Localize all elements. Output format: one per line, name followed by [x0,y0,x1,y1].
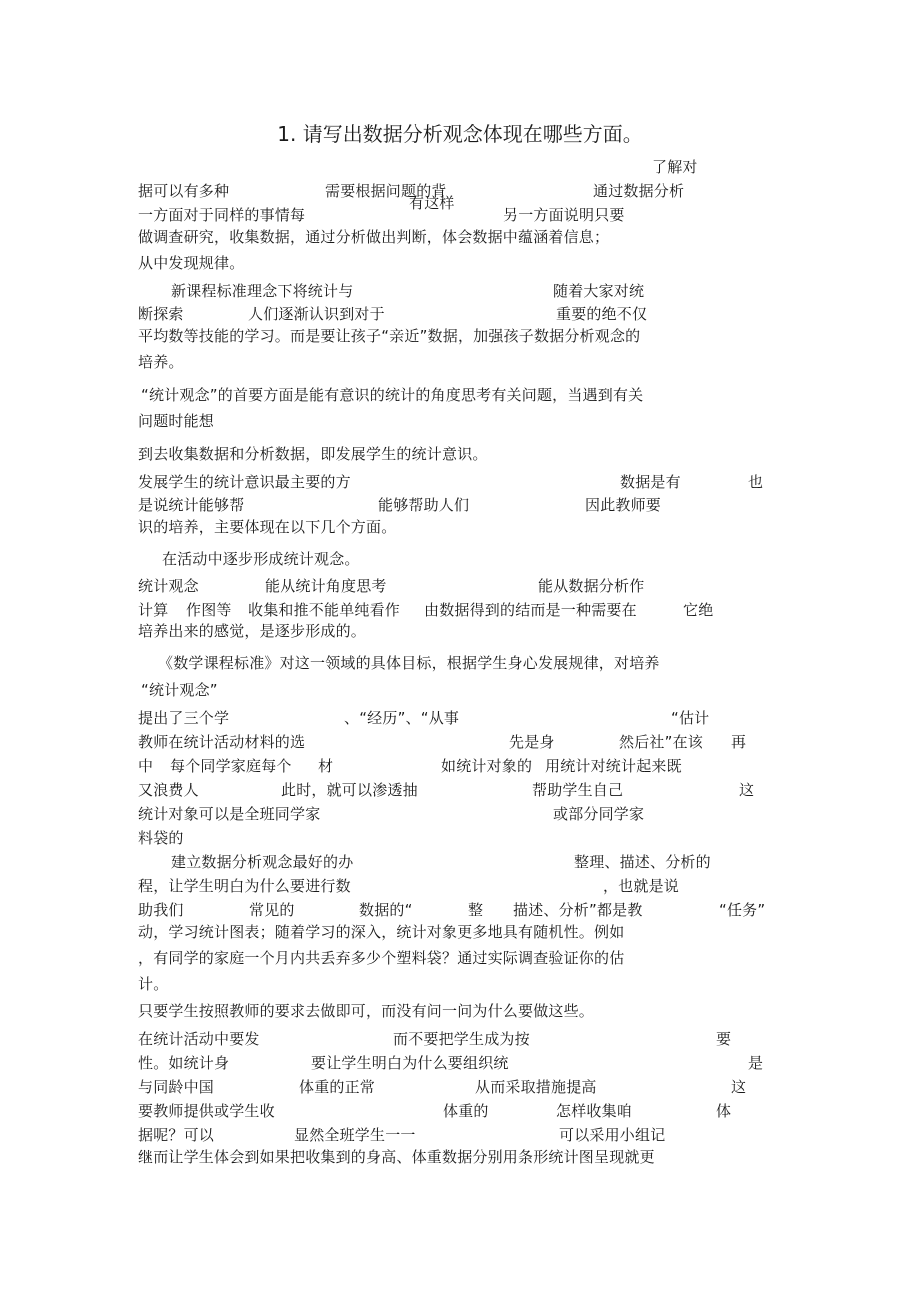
text-fragment: 如统计对象的 [441,757,533,775]
text-fragment: 用统计对统计起来既 [545,757,682,775]
text-fragment: 要 [716,1030,732,1048]
text-fragment: 能够帮助人们 [378,496,470,514]
text-fragment: 这 [739,781,755,799]
text-fragment: 从中发现规律。 [138,254,245,272]
text-fragment: 需要根据问题的背 [325,182,447,200]
question-title: 1. 请写出数据分析观念体现在哪些方面。 [277,122,643,146]
text-fragment: 培养。 [138,353,184,371]
text-fragment: 中 [138,757,154,775]
text-fragment: 先是身 [509,733,555,751]
text-fragment: 建立数据分析观念最好的办 [171,853,354,871]
text-fragment: ，有同学的家庭一个月内共丢弃多少个塑料袋？通过实际调查验证你的估 [138,949,625,967]
text-fragment: 一方面对于同样的事情每 [138,206,306,224]
text-fragment: 整理、描述、分析的 [574,853,711,871]
text-fragment: 重要的绝不仅 [556,305,648,323]
text-fragment: 再 [731,733,747,751]
text-fragment: 怎样收集咱 [556,1102,633,1120]
text-fragment: 体重的正常 [299,1078,376,1096]
text-fragment: 然后社”在该 [619,733,703,751]
text-fragment: 提出了三个学 [138,709,230,727]
text-fragment: 继而让学生体会到如果把收集到的身高、体重数据分别用条形统计图呈现就更 [138,1148,655,1166]
text-fragment: 据呢？可以 [138,1126,215,1144]
text-fragment: 助我们 [138,901,184,919]
text-fragment: 能从数据分析作 [538,577,645,595]
text-fragment: 只要学生按照教师的要求去做即可，而没有问一问为什么要做这些。 [138,1002,595,1020]
text-fragment: 平均数等技能的学习。而是要让孩子“亲近”数据，加强孩子数据分析观念的 [138,327,641,345]
text-fragment: “任务” [719,901,766,919]
text-fragment: 与同龄中国 [138,1078,215,1096]
text-fragment: 在统计活动中要发 [138,1030,260,1048]
text-fragment: 数据的“ [359,901,413,919]
text-fragment: 问题时能想 [138,412,215,430]
text-fragment: 这 [731,1078,747,1096]
text-fragment: 统计对象可以是全班同学家 [138,805,321,823]
text-fragment: 发展学生的统计意识最主要的方 [138,473,351,491]
text-fragment: 是说统计能够帮 [138,496,245,514]
text-fragment: 从而采取措施提高 [475,1078,597,1096]
text-fragment: 教师在统计活动材料的选 [138,733,306,751]
text-fragment: 《数学课程标准》对这一领域的具体目标，根据学生身心发展规律，对培养 [158,654,660,672]
text-fragment: 而不要把学生成为按 [393,1030,530,1048]
text-fragment: 也 [748,473,764,491]
text-fragment: 由数据得到的结而是一种需要在 [424,601,637,619]
text-fragment: 可以采用小组记 [559,1126,666,1144]
text-fragment: 材 [318,757,334,775]
text-fragment: 据可以有多种 [138,182,230,200]
text-fragment: 人们逐渐认识到对于 [248,305,385,323]
text-fragment: 做调查研究，收集数据，通过分析做出判断，体会数据中蕴涵着信息； [138,228,610,246]
text-fragment: 识的培养，主要体现在以下几个方面。 [138,518,397,536]
text-fragment: 动，学习统计图表；随着学习的深入，统计对象更多地具有随机性。例如 [138,923,625,941]
text-fragment: 作图等 [186,601,232,619]
text-fragment: “估计 [671,709,710,727]
text-fragment: 新课程标准理念下将统计与 [171,282,354,300]
text-fragment: 通过数据分析 [593,182,685,200]
text-fragment: 或部分同学家 [553,805,645,823]
text-fragment: 随着大家对统 [553,282,645,300]
text-fragment: 计。 [138,975,169,993]
text-fragment: 料袋的 [138,829,184,847]
text-fragment: 整 [468,901,484,919]
text-fragment: 程，让学生明白为什么要进行数 [138,877,351,895]
text-fragment: 此时，就可以渗透抽 [281,781,418,799]
text-fragment: 数据是有 [620,473,681,491]
text-fragment: 性。如统计身 [138,1054,230,1072]
text-fragment: 常见的 [249,901,295,919]
text-fragment: “统计观念”的首要方面是能有意识的统计的角度思考有关问题，当遇到有关 [141,386,644,404]
text-fragment: 显然全班学生一一 [294,1126,416,1144]
text-fragment: 另一方面说明只要 [503,206,625,224]
text-fragment: 能从统计角度思考 [265,577,387,595]
text-fragment: 又浪费人 [138,781,199,799]
text-fragment: 、“经历”、“从事 [344,709,460,727]
text-fragment: 是 [748,1054,764,1072]
text-fragment: 要教师提供或学生收 [138,1102,275,1120]
text-fragment: 要让学生明白为什么要组织统 [311,1054,509,1072]
text-fragment: 帮助学生自己 [532,781,624,799]
text-fragment: ，也就是说 [603,877,680,895]
text-fragment: 它绝 [683,601,714,619]
text-fragment: 因此教师要 [585,496,662,514]
text-fragment: 断探索 [138,305,184,323]
text-fragment: 体 [716,1102,732,1120]
text-fragment: 统计观念 [138,577,199,595]
text-fragment: 到去收集数据和分析数据，即发展学生的统计意识。 [138,445,488,463]
text-fragment: 在活动中逐步形成统计观念。 [162,550,360,568]
text-fragment: 每个同学家庭每个 [170,757,292,775]
text-fragment: 了解对 [652,158,698,176]
text-fragment: 体重的 [443,1102,489,1120]
text-fragment: 收集和推不能单纯看作 [248,601,401,619]
text-fragment: 有这样 [409,194,455,212]
text-fragment: 培养出来的感觉，是逐步形成的。 [138,622,367,640]
text-fragment: “统计观念” [141,681,218,699]
text-fragment: 计算 [138,601,169,619]
text-fragment: 描述、分析”都是教 [513,901,643,919]
